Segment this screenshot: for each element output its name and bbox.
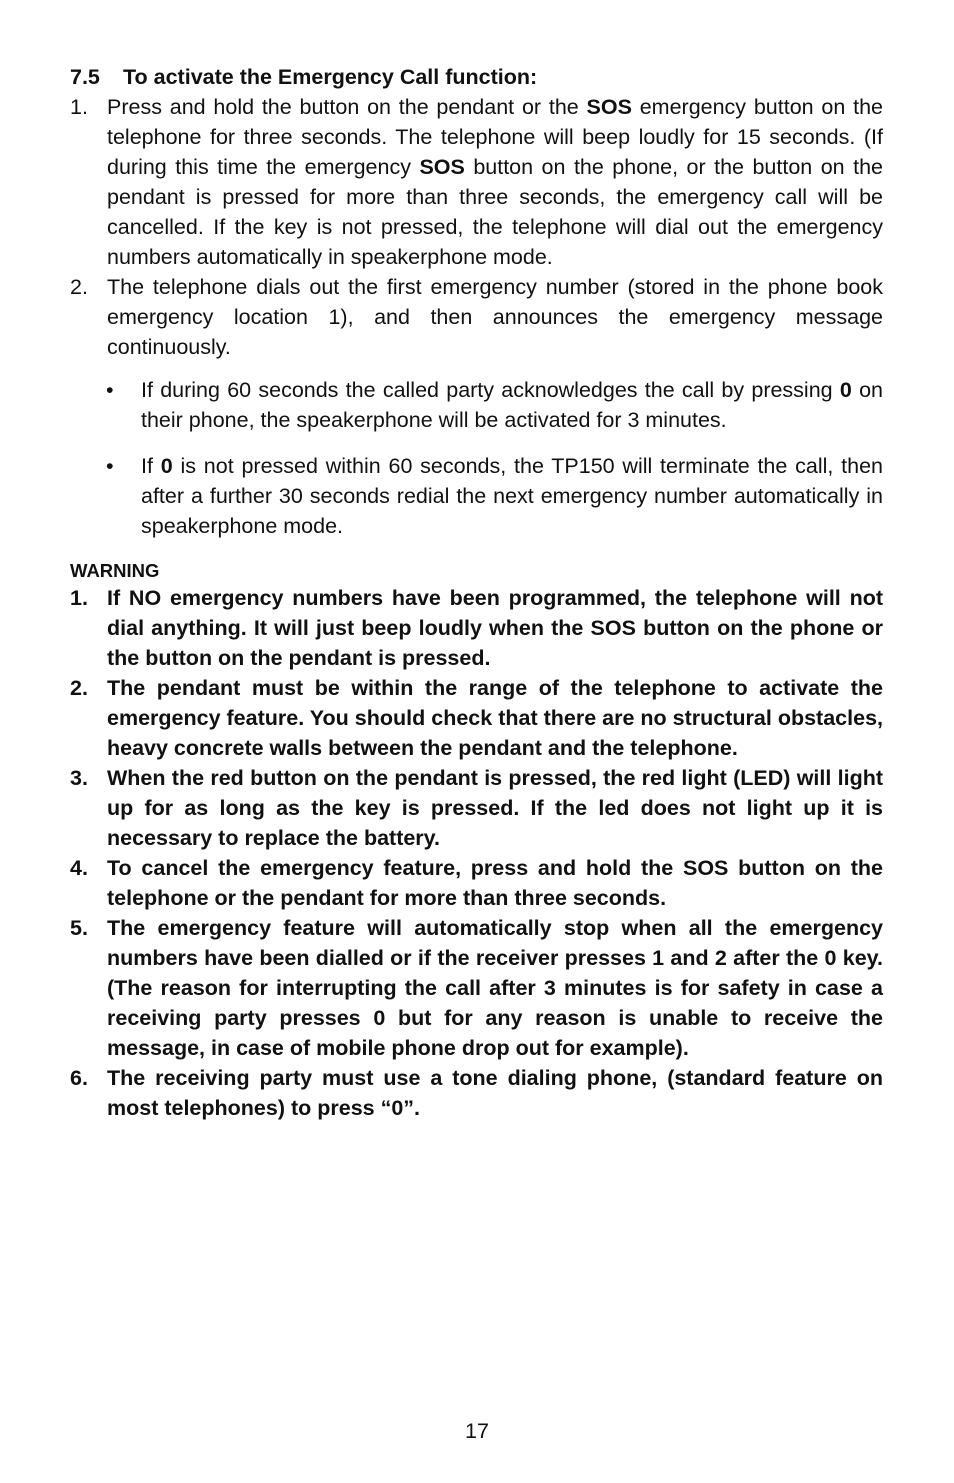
warning-title: WARNING [70,560,160,581]
key-zero: 0 [839,378,852,402]
warning-text: If NO emergency numbers have been programmed, the telephone will not dial anything. It will just beep loudly when the SOS button on the phone or the button on the pendant is pressed. [107,586,883,670]
warning-item [70,763,883,853]
warning-number: 1. [70,586,88,610]
warning-text: The pendant must be within the range of the telephone to activate the emergency feature. You should check that there are no structural obstacles, heavy concrete walls between the pendant and the telephone. [107,676,883,760]
warning-number: 2. [70,676,88,700]
warning-item [70,913,883,1063]
step-text: Press and hold the button on the pendant or the SOS emergency button on the telephone for three seconds. The telephone will beep loudly for 15 seconds. (If during this time the emergency SOS button on the phone, or the button on the pendant is pressed for more than three seconds, the emergency call will be cancelled. If the key is not pressed, the telephone will dial out the emergency numbers automatically in speakerphone mode. [107,95,883,269]
warning-number: 4. [70,856,88,880]
warning-number: 3. [70,766,88,790]
page-number: 17 [465,1419,489,1443]
warning-item [70,853,883,913]
warning-item [70,583,883,673]
warning-number: 5. [70,916,88,940]
section-number: 7.5 [70,65,100,89]
warning-text: The receiving party must use a tone dialing phone, (standard feature on most telephones) to press “0”. [107,1066,883,1120]
step-item [70,272,883,362]
bullet-text: If 0 is not pressed within 60 seconds, the TP150 will terminate the call, then after a further 30 seconds redial the next emergency number automatically in speakerphone mode. [141,454,883,538]
key-zero: 0 [160,454,173,478]
step-text: The telephone dials out the first emergency number (stored in the phone book emergency location 1), and then announces the emergency message continuously. [107,275,883,359]
warning-text: When the red button on the pendant is pressed, the red light (LED) will light up for as long as the key is pressed. If the led does not light up it is necessary to replace the battery. [107,766,883,850]
warning-item [70,673,883,763]
bullet-item [70,375,883,435]
warning-item [70,1063,883,1123]
bullet-item [70,451,883,541]
warning-text: The emergency feature will automatically stop when all the emergency numbers have been dialled or if the receiver presses 1 and 2 after the 0 key. (The reason for interrupting the call after 3 minutes is for safety in case a receiving party presses 0 but for any reason is unable to receive the message, in case of mobile phone drop out for example). [107,916,883,1060]
bullet-dot-icon: • [106,378,114,402]
section-title: To activate the Emergency Call function: [123,65,538,89]
bullet-dot-icon: • [106,454,114,478]
bullet-text: If during 60 seconds the called party acknowledges the call by pressing 0 on their phone, the speakerphone will be activated for 3 minutes. [141,378,884,432]
manual-page [70,62,883,1123]
step-item [70,92,883,272]
warning-text: To cancel the emergency feature, press and hold the SOS button on the telephone or the pendant for more than three seconds. [107,856,883,910]
step-number: 1. [70,95,88,119]
section-heading [70,62,883,92]
steps-list [70,92,883,362]
warning-number: 6. [70,1066,88,1090]
sos-label: SOS [419,155,465,179]
sos-label: SOS [586,95,632,119]
warning-list [70,583,883,1123]
bullet-list [70,375,883,541]
step-number: 2. [70,275,88,299]
